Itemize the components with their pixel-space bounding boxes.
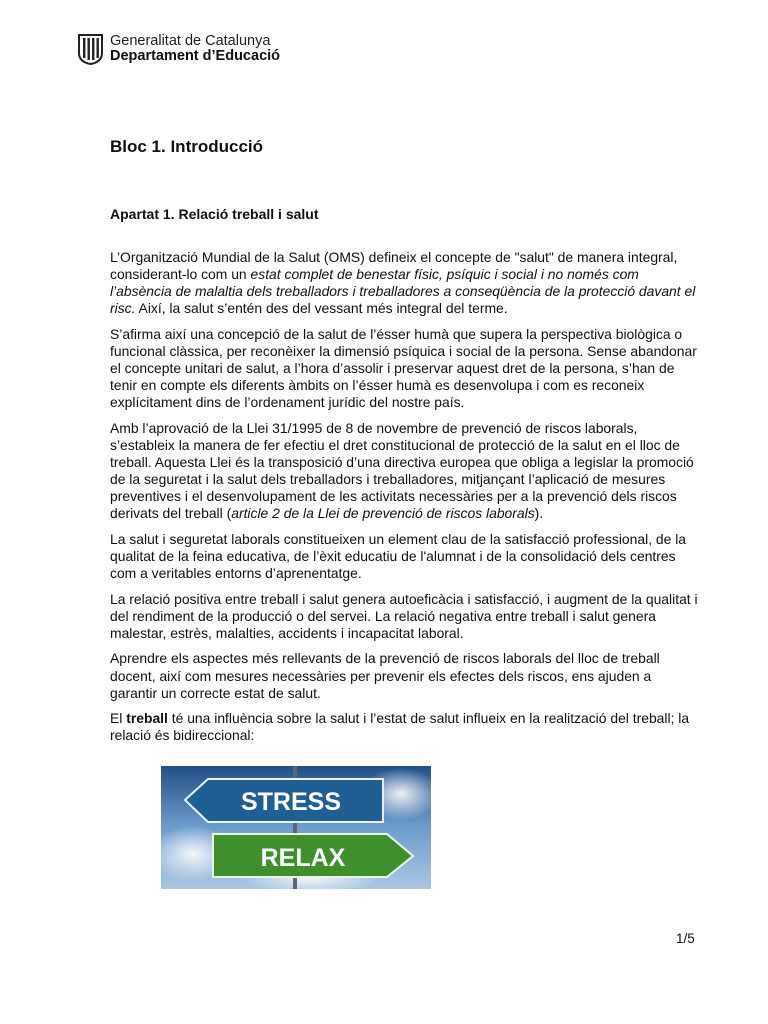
- relax-sign-label: RELAX: [260, 844, 346, 872]
- department-name: Departament d’Educació: [110, 48, 281, 64]
- paragraph-health-concept: S’afirma així una concepció de la salut de l’ésser humà que supera la perspectiva biològica o funcional clàssica, per reconèixer la dimensió psíquica i social de la persona. Sense abandonar el concepte unitari de salut, a l’hora d’assolir i preservar aquest dret de la persona, s’han de tenir en compte els diferents àmbits on l’ésser humà es desenvolupa i com es reconeix explícitament dins de l’ordenament jurídic del nostre país.: [110, 325, 697, 411]
- paragraph-relation: La relació positiva entre treball i salut genera autoeficàcia i satisfacció, i augment de la qualitat i del rendiment de la producció o del servei. La relació negativa entre treball i salut genera malestar, estrès, malalties, accidents i incapacitat laboral.: [110, 590, 698, 641]
- page-title: Bloc 1. Introducció: [110, 137, 264, 156]
- italic-law-reference: article 2 de la Llei de prevenció de riscos laborals: [231, 505, 535, 522]
- org-name: Generalitat de Catalunya: [110, 33, 271, 49]
- page-number: 1/5: [676, 931, 695, 946]
- header: [77, 33, 280, 65]
- italic-definition: estat complet de benestar físic, psíquic i social i no només com l’absència de malaltia dels treballadors i treballadores a conseqüència de la protecció davant el risc.: [110, 266, 696, 317]
- body-text: [110, 249, 702, 753]
- text-run: ).: [534, 505, 544, 522]
- paragraph-learning: Aprendre els aspectes més rellevants de la prevenció de riscos laborals del lloc de treball docent, així com mesures necessàries per prevenir els efectes dels riscos, ens ajuden a garantir un correcte estat de salut.: [110, 650, 660, 701]
- stress-sign-label: STRESS: [240, 788, 342, 816]
- stress-relax-image: [161, 766, 431, 889]
- senyera-coat-of-arms-icon: [77, 33, 104, 65]
- paragraph-bidirectional: [110, 710, 702, 744]
- text-run: Amb l’aprovació de la Llei 31/1995 de 8 de novembre de prevenció de riscos laborals, s’estableix la manera de fer efectiu el dret constitucional de protecció de la salut en el lloc de treball. Aquesta Llei és la transposició d’una directiva europea que obliga a legislar la promoció de la seguretat i la salut dels treballadors i treballadores, mitjançant l’aplicació de mesures preventives i el desenvolupament de les activitats necessàries per a la prevenció dels riscos derivats del treball (: [110, 419, 694, 522]
- text-run: L’Organització Mundial de la Salut (OMS) defineix el concepte de "salut" de manera integral, considerant-lo com un: [110, 249, 678, 283]
- text-run: El: [110, 710, 127, 727]
- paragraph-oms-definition: [110, 249, 702, 317]
- section-title: Apartat 1. Relació treball i salut: [110, 206, 319, 222]
- paragraph-law: [110, 420, 702, 523]
- text-run: Així, la salut s’entén des del vessant més integral del terme.: [135, 300, 508, 317]
- paragraph-key-element: La salut i seguretat laborals constitueixen un element clau de la satisfacció professional, de la qualitat de la feina educativa, de l’èxit educatiu de l'alumnat i de la consolidació dels centres com a veritables entorns d’aprenentatge.: [110, 530, 687, 582]
- bold-work: treball: [126, 710, 168, 727]
- text-run: té una influència sobre la salut i l’estat de salut influeix en la realització del treball; la relació és bidireccional:: [110, 710, 690, 744]
